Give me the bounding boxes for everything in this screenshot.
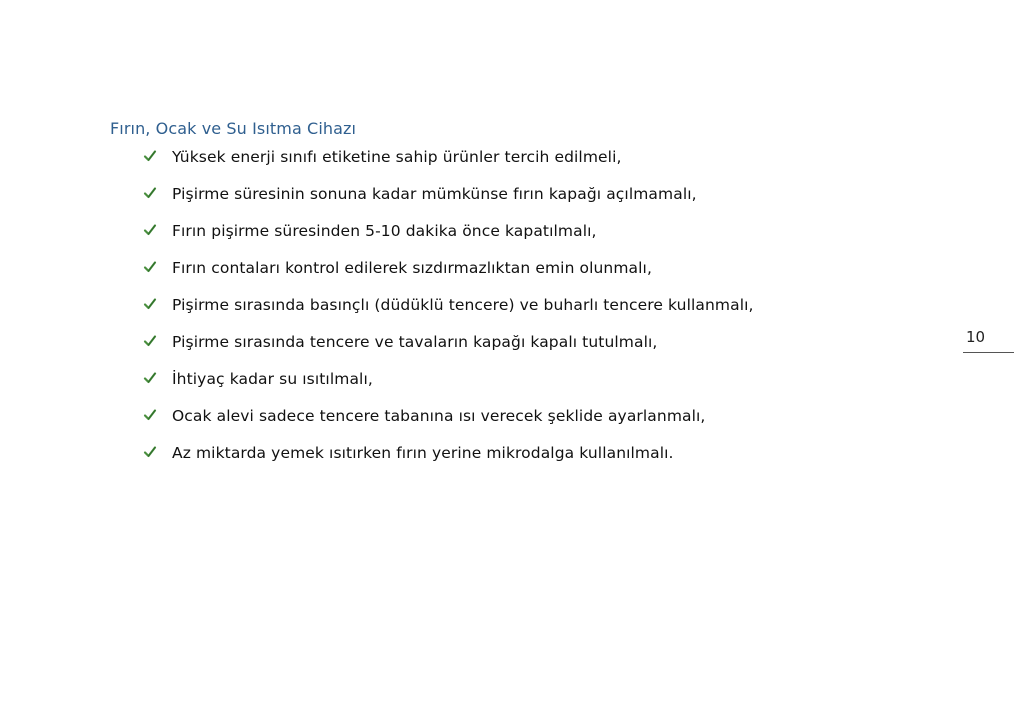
bullet-text: Yüksek enerji sınıfı etiketine sahip ürünler tercih edilmeli, xyxy=(172,148,622,166)
list-item xyxy=(141,257,754,294)
list-item xyxy=(141,183,754,220)
bullet-text: Fırın pişirme süresinden 5-10 dakika önce kapatılmalı, xyxy=(172,222,597,240)
checkmark-icon xyxy=(142,148,158,164)
list-item xyxy=(141,368,754,405)
list-item xyxy=(141,146,754,183)
checkmark-icon xyxy=(142,259,158,275)
bullet-text: Pişirme sırasında basınçlı (düdüklü tencere) ve buharlı tencere kullanmalı, xyxy=(172,296,754,314)
checkmark-icon xyxy=(142,407,158,423)
checkmark-icon xyxy=(142,296,158,312)
page-number: 10 xyxy=(966,328,986,346)
checkmark-icon xyxy=(142,185,158,201)
checkmark-icon xyxy=(142,333,158,349)
checkmark-icon xyxy=(142,222,158,238)
bullet-text: Ocak alevi sadece tencere tabanına ısı verecek şeklide ayarlanmalı, xyxy=(172,407,706,425)
list-item xyxy=(141,294,754,331)
checkmark-icon xyxy=(142,370,158,386)
list-item xyxy=(141,405,754,442)
checkmark-icon xyxy=(142,444,158,460)
bullet-text: Pişirme sırasında tencere ve tavaların kapağı kapalı tutulmalı, xyxy=(172,333,658,351)
bullet-text: Az miktarda yemek ısıtırken fırın yerine mikrodalga kullanılmalı. xyxy=(172,444,674,462)
bullet-list xyxy=(141,146,754,479)
bullet-text: Fırın contaları kontrol edilerek sızdırmazlıktan emin olunmalı, xyxy=(172,259,652,277)
page-number-underline xyxy=(963,352,1014,353)
bullet-text: Pişirme süresinin sonuna kadar mümkünse fırın kapağı açılmamalı, xyxy=(172,185,697,203)
list-item xyxy=(141,331,754,368)
list-item xyxy=(141,442,754,479)
list-item xyxy=(141,220,754,257)
section-heading: Fırın, Ocak ve Su Isıtma Cihazı xyxy=(110,119,357,138)
bullet-text: İhtiyaç kadar su ısıtılmalı, xyxy=(172,370,373,388)
